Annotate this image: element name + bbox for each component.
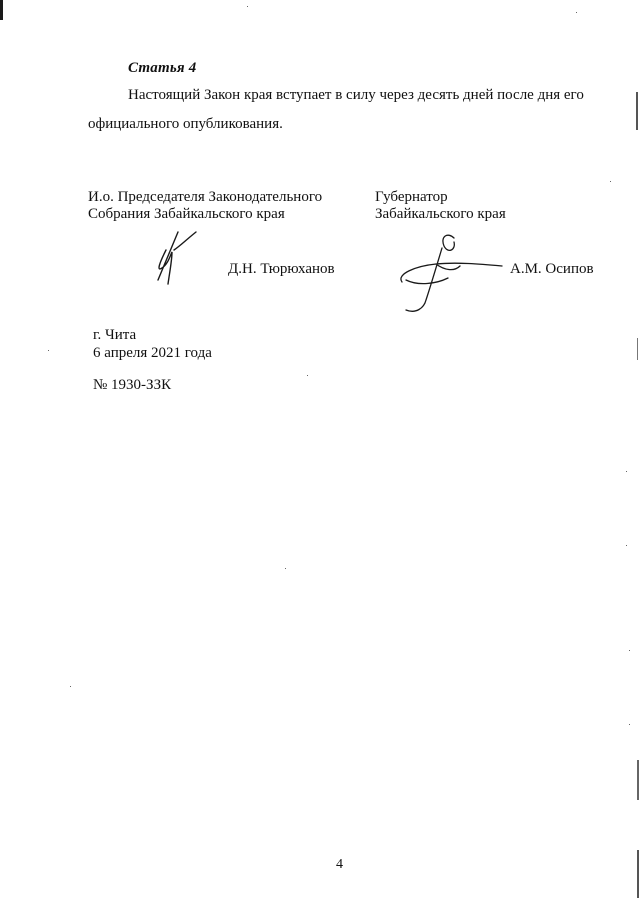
scan-speck	[307, 375, 308, 376]
right-signatory-title	[375, 189, 506, 223]
scan-speck	[626, 471, 627, 472]
article-title: Статья 4	[128, 60, 197, 76]
scan-speck	[285, 568, 286, 569]
scan-speck	[48, 350, 49, 351]
scan-edge-mark	[636, 92, 638, 130]
left-signature	[150, 228, 200, 286]
page-number: 4	[336, 857, 343, 872]
left-signatory-title-line-1: И.о. Председателя Законодательного	[88, 189, 323, 205]
left-signatory-title	[88, 189, 322, 223]
right-signatory-name: А.М. Осипов	[510, 261, 594, 277]
right-signature	[396, 230, 504, 318]
place: г. Чита	[93, 327, 137, 343]
scan-speck	[629, 724, 630, 725]
scan-speck	[626, 545, 627, 546]
scan-edge-mark	[0, 0, 3, 20]
scan-speck	[610, 181, 611, 182]
left-signatory-title-line-2: Собрания Забайкальского края	[88, 206, 285, 222]
scan-edge-mark	[637, 338, 638, 360]
date: 6 апреля 2021 года	[93, 345, 212, 361]
scan-edge-mark	[637, 850, 639, 898]
article-text-line-2: официального опубликования.	[88, 116, 283, 132]
article-text-line-1: Настоящий Закон края вступает в силу через десять дней после дня его	[128, 87, 584, 103]
scan-speck	[576, 12, 577, 13]
right-signatory-title-line-1: Губернатор	[375, 189, 448, 205]
left-signatory-name: Д.Н. Тюрюханов	[228, 261, 335, 277]
scan-edge-mark	[637, 760, 639, 800]
right-signatory-title-line-2: Забайкальского края	[375, 206, 506, 222]
scan-speck	[247, 6, 248, 7]
scan-speck	[70, 686, 71, 687]
law-number: № 1930-ЗЗК	[93, 377, 172, 393]
scan-speck	[629, 650, 630, 651]
